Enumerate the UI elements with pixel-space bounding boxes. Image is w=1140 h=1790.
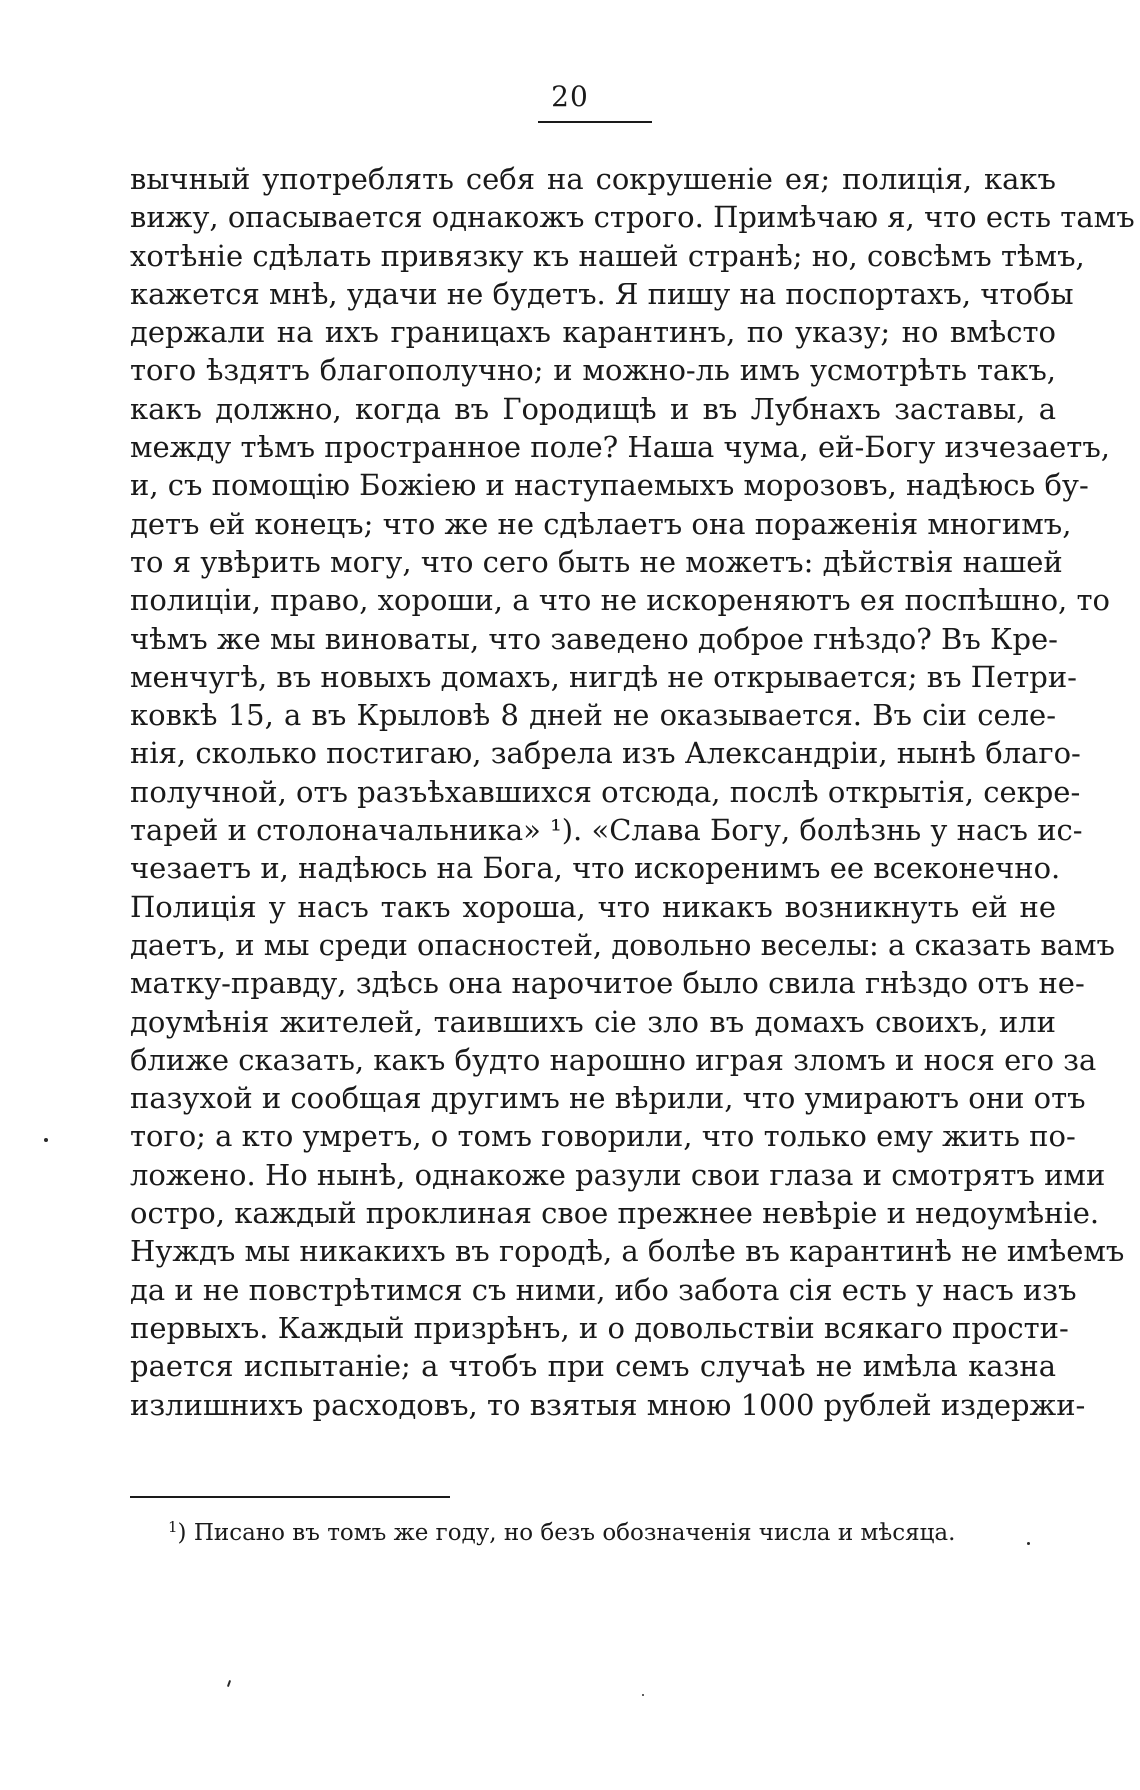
speck: [1027, 1542, 1030, 1545]
footnote-marker: 1: [168, 1518, 178, 1536]
footnote-text: ) Писано въ томъ же году, но безъ обозначенія числа и мѣсяца.: [177, 1520, 956, 1546]
text-line: нія, сколько постигаю, забрела изъ Александріи, нынѣ благо-: [130, 736, 1081, 771]
text-line: рается испытаніе; а чтобъ при семъ случаѣ не имѣла казна: [130, 1349, 1056, 1384]
text-line: чѣмъ же мы виноваты, что заведено доброе гнѣздо? Въ Кре-: [130, 621, 1058, 656]
text-line: то я увѣрить могу, что сего быть не можетъ: дѣйствія нашей: [130, 544, 1063, 579]
text-line: Нуждъ мы никакихъ въ городѣ, а болѣе въ карантинѣ не имѣемъ: [130, 1234, 1125, 1269]
page-number: 20: [551, 80, 589, 113]
text-line: ближе сказать, какъ будто нарошно играя зломъ и нося его за: [130, 1042, 1097, 1077]
text-line: полиціи, право, хороши, а что не искореняютъ ея поспѣшно, то: [130, 583, 1110, 618]
text-line: между тѣмъ пространное поле? Наша чума, ей-Богу изчезаетъ,: [130, 430, 1110, 465]
text-line: кажется мнѣ, удачи не будетъ. Я пишу на поспортахъ, чтобы: [130, 276, 1074, 311]
text-line: того; а кто умретъ, о томъ говорили, что только ему жить по-: [130, 1119, 1076, 1154]
text-line: того ѣздятъ благополучно; и можно-ль имъ усмотрѣть такъ,: [130, 353, 1056, 388]
text-line: вижу, опасывается однакожъ строго. Примѣчаю я, что есть тамъ: [130, 200, 1135, 235]
text-line: детъ ей конецъ; что же не сдѣлаетъ она пораженія многимъ,: [130, 506, 1072, 541]
text-line: держали на ихъ границахъ карантинъ, по указу; но вмѣсто: [130, 315, 1056, 350]
text-line: матку-правду, здѣсь она нарочитое было свила гнѣздо отъ не-: [130, 966, 1085, 1001]
text-line: какъ должно, когда въ Городищѣ и въ Лубнахъ заставы, а: [130, 391, 1056, 426]
header-rule: [538, 121, 652, 123]
text-line: да и не повстрѣтимся съ ними, ибо забота сія есть у насъ изъ: [130, 1272, 1077, 1307]
text-line: доумѣнія жителей, таившихъ сіе зло въ домахъ своихъ, или: [130, 1004, 1056, 1039]
text-line: хотѣніе сдѣлать привязку къ нашей странѣ; но, совсѣмъ тѣмъ,: [130, 238, 1085, 273]
text-line: излишнихъ расходовъ, то взятыя мною 1000 рублей издержи-: [130, 1387, 1086, 1422]
text-line: тарей и столоначальника» ¹). «Слава Богу, болѣзнь у насъ ис-: [130, 813, 1083, 848]
text-line: менчугѣ, въ новыхъ домахъ, нигдѣ не открывается; въ Петри-: [130, 659, 1077, 694]
text-line: ложено. Но нынѣ, однакоже разули свои глаза и смотрятъ ими: [130, 1157, 1106, 1192]
text-line: и, съ помощію Божіею и наступаемыхъ морозовъ, надѣюсь бу-: [130, 468, 1089, 503]
text-line: получной, отъ разъѣхавшихся отсюда, послѣ открытія, секре-: [130, 774, 1081, 809]
text-line: вычный употреблять себя на сокрушеніе ея; полиція, какъ: [130, 162, 1056, 196]
text-line: ковкѣ 15, а въ Крыловѣ 8 дней не оказывается. Въ сіи селе-: [130, 698, 1056, 733]
text-line: пазухой и сообщая другимъ не вѣрили, что умираютъ они отъ: [130, 1081, 1086, 1116]
footnote: [168, 1512, 1068, 1548]
speck: [642, 1694, 644, 1696]
text-line: Полиція у насъ такъ хороша, что никакъ возникнуть ей не: [130, 889, 1056, 924]
speck: [227, 1680, 231, 1687]
text-line: даетъ, и мы среди опасностей, довольно веселы: а сказать вамъ: [130, 927, 1115, 962]
text-line: чезаетъ и, надѣюсь на Бога, что искоренимъ ее всеконечно.: [130, 851, 1061, 886]
footnote-rule: [130, 1496, 450, 1498]
body-text: [130, 160, 1135, 1424]
text-line: первыхъ. Каждый призрѣнъ, и о довольствіи всякаго прости-: [130, 1310, 1069, 1345]
text-line: остро, каждый проклиная свое прежнее невѣріе и недоумѣніе.: [130, 1196, 1100, 1231]
speck: [44, 1138, 48, 1142]
